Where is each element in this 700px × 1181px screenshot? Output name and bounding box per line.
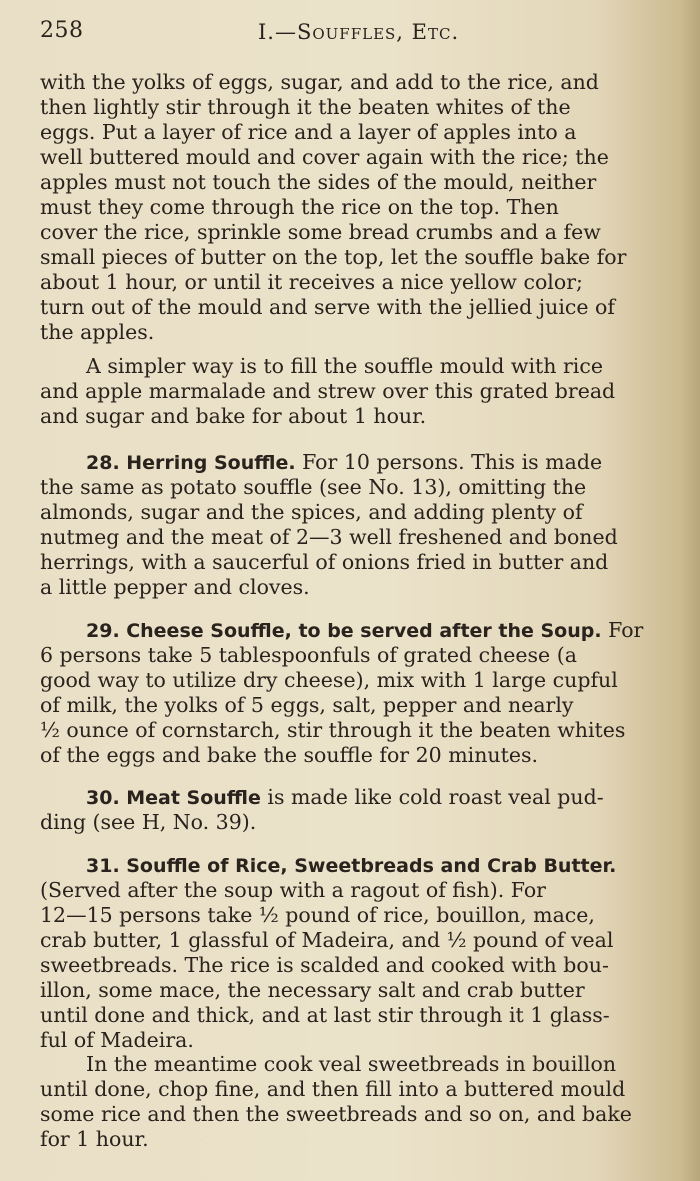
text-line: (Served after the soup with a ragout of fish). For xyxy=(40,878,546,902)
text-line: of milk, the yolks of 5 eggs, salt, pepper and nearly xyxy=(40,693,574,717)
text-line: the same as potato souffle (see No. 13), omitting the xyxy=(40,475,587,499)
text-line: eggs. Put a layer of rice and a layer of apples into a xyxy=(40,120,577,144)
recipe-number: 28. xyxy=(86,452,120,474)
text-line: with the yolks of eggs, sugar, and add to the rice, and xyxy=(40,70,599,94)
text-line: some rice and then the sweetbreads and so on, and bake xyxy=(40,1102,632,1126)
page-number: 258 xyxy=(40,18,84,43)
text-span: For xyxy=(601,618,644,642)
text-line: then lightly stir through it the beaten whites of the xyxy=(40,95,571,119)
text-line: herrings, with a saucerful of onions fried in butter and xyxy=(40,550,609,574)
recipe-title: Herring Souffle. xyxy=(126,452,296,474)
running-head: I.—Souffles, Etc. xyxy=(258,20,460,44)
text-line: must they come through the rice on the top. Then xyxy=(40,195,559,219)
recipe-number: 31. xyxy=(86,855,120,877)
text-line: nutmeg and the meat of 2—3 well freshened and boned xyxy=(40,525,618,549)
text-line: about 1 hour, or until it receives a nice yellow color; xyxy=(40,270,583,294)
text-line: turn out of the mould and serve with the jellied juice of xyxy=(40,295,615,319)
text-line: apples must not touch the sides of the mould, neither xyxy=(40,170,597,194)
text-line: of the eggs and bake the souffle for 20 minutes. xyxy=(40,743,539,767)
text-line: cover the rice, sprinkle some bread crumbs and a few xyxy=(40,220,601,244)
text-line: crab butter, 1 glassful of Madeira, and ½ pound of veal xyxy=(40,928,614,952)
text-line: for 1 hour. xyxy=(40,1127,149,1151)
text-line: almonds, sugar and the spices, and adding plenty of xyxy=(40,500,583,524)
recipe-title: Cheese Souffle, to be served after the Soup. xyxy=(126,620,602,642)
text-line: good way to utilize dry cheese), mix with 1 large cupful xyxy=(40,668,618,692)
text-line: a little pepper and cloves. xyxy=(40,575,310,599)
recipe-number: 29. xyxy=(86,620,120,642)
page-header xyxy=(40,18,660,48)
text-line: the apples. xyxy=(40,320,155,344)
recipe-number: 30. xyxy=(86,787,120,809)
text-line: ½ ounce of cornstarch, stir through it the beaten whites xyxy=(40,718,626,742)
text-line: until done and thick, and at last stir through it 1 glass- xyxy=(40,1003,610,1027)
recipe-29-heading-line xyxy=(86,618,660,643)
recipe-30-heading-line xyxy=(86,785,660,810)
text-line: well buttered mould and cover again with the rice; the xyxy=(40,145,609,169)
text-line: 12—15 persons take ½ pound of rice, bouillon, mace, xyxy=(40,903,595,927)
recipe-31-heading-line xyxy=(86,853,660,878)
text-line: small pieces of butter on the top, let the souffle bake for xyxy=(40,245,627,269)
recipe-title: Souffle of Rice, Sweetbreads and Crab Butter. xyxy=(126,855,617,877)
text-line: until done, chop fine, and then fill into a buttered mould xyxy=(40,1077,626,1101)
text-line: 6 persons take 5 tablespoonfuls of grated cheese (a xyxy=(40,643,577,667)
text-line: and apple marmalade and strew over this grated bread xyxy=(40,379,616,403)
text-line: illon, some mace, the necessary salt and crab butter xyxy=(40,978,585,1002)
text-line: and sugar and bake for about 1 hour. xyxy=(40,404,427,428)
recipe-title: Meat Souffle xyxy=(126,787,261,809)
text-line: ding (see H, No. 39). xyxy=(40,810,257,834)
text-span: is made like cold roast veal pud- xyxy=(260,785,604,809)
text-line: sweetbreads. The rice is scalded and cooked with bou- xyxy=(40,953,609,977)
text-span: For 10 persons. This is made xyxy=(295,450,603,474)
text-line: ful of Madeira. xyxy=(40,1028,194,1052)
text-line: A simpler way is to fill the souffle mould with rice xyxy=(86,354,603,378)
recipe-28-heading-line xyxy=(86,450,660,475)
text-line: In the meantime cook veal sweetbreads in bouillon xyxy=(86,1052,617,1076)
